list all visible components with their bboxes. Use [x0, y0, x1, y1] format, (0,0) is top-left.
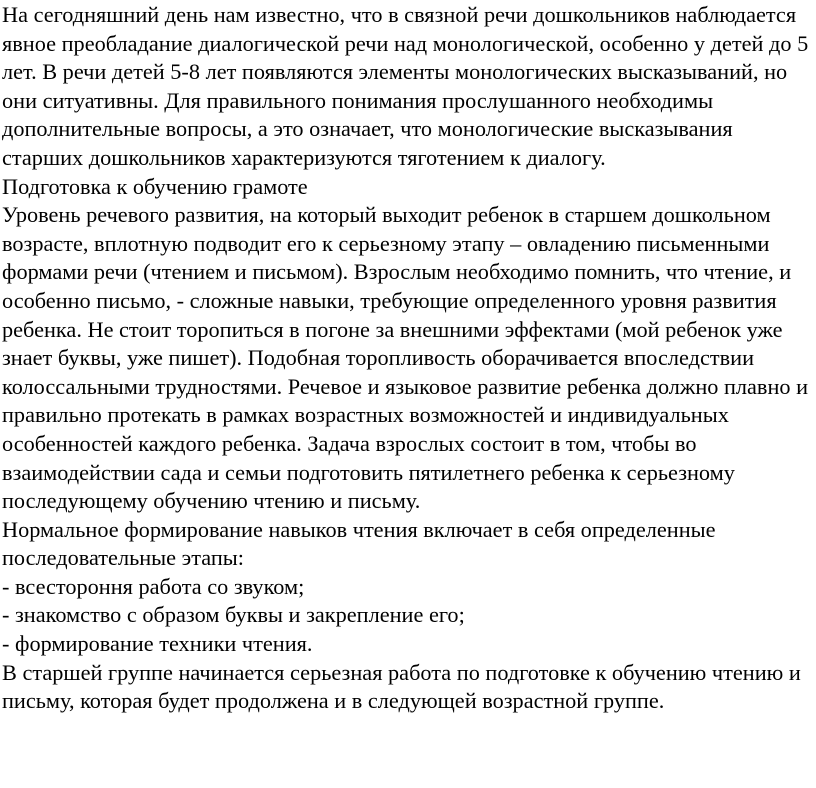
- document-body: [2, 1, 814, 716]
- paragraph-senior-group: В старшей группе начинается серьезная работа по подготовке к обучению чтению и письму, которая будет продолжена и в следующей возрастной группе.: [2, 659, 801, 714]
- paragraph-reading-stages: Нормальное формирование навыков чтения включает в себя определенные последовательные этапы:: [2, 516, 716, 571]
- paragraph-intro: На сегодняшний день нам известно, что в связной речи дошкольников наблюдается явное преобладание диалогической речи над монологической, особенно у детей до 5 лет. В речи детей 5-8 лет появляются элементы монологических высказываний, но они ситуативны. Для правильного понимания прослушанного необходимы дополнительные вопросы, а это означает, что монологические высказывания старших дошкольников характеризуются тяготением к диалогу.: [2, 2, 809, 170]
- list-item-sound-work: - всестороння работа со звуком;: [2, 573, 305, 599]
- list-item-letter-image: - знакомство с образом буквы и закрепление его;: [2, 602, 465, 628]
- paragraph-speech-level: Уровень речевого развития, на который выходит ребенок в старшем дошкольном возрасте, вплотную подводит его к серьезному этапу – овладению письменными формами речи (чтением и письмом). Взрослым необходимо помнить, что чтение, и особенно письмо, - сложные навыки, требующие определенного уровня развития ребенка. Не стоит торопиться в погоне за внешними эффектами (мой ребенок уже знает буквы, уже пишет). Подобная торопливость оборачивается впоследствии колоссальными трудностями. Речевое и языковое развитие ребенка должно плавно и правильно протекать в рамках возрастных возможностей и индивидуальных особенностей каждого ребенка. Задача взрослых состоит в том, чтобы во взаимодействии сада и семьи подготовить пятилетнего ребенка к серьезному последующему обучению чтению и письму.: [2, 202, 809, 514]
- section-heading: Подготовка к обучению грамоте: [2, 173, 308, 199]
- list-item-reading-technique: - формирование техники чтения.: [2, 631, 313, 657]
